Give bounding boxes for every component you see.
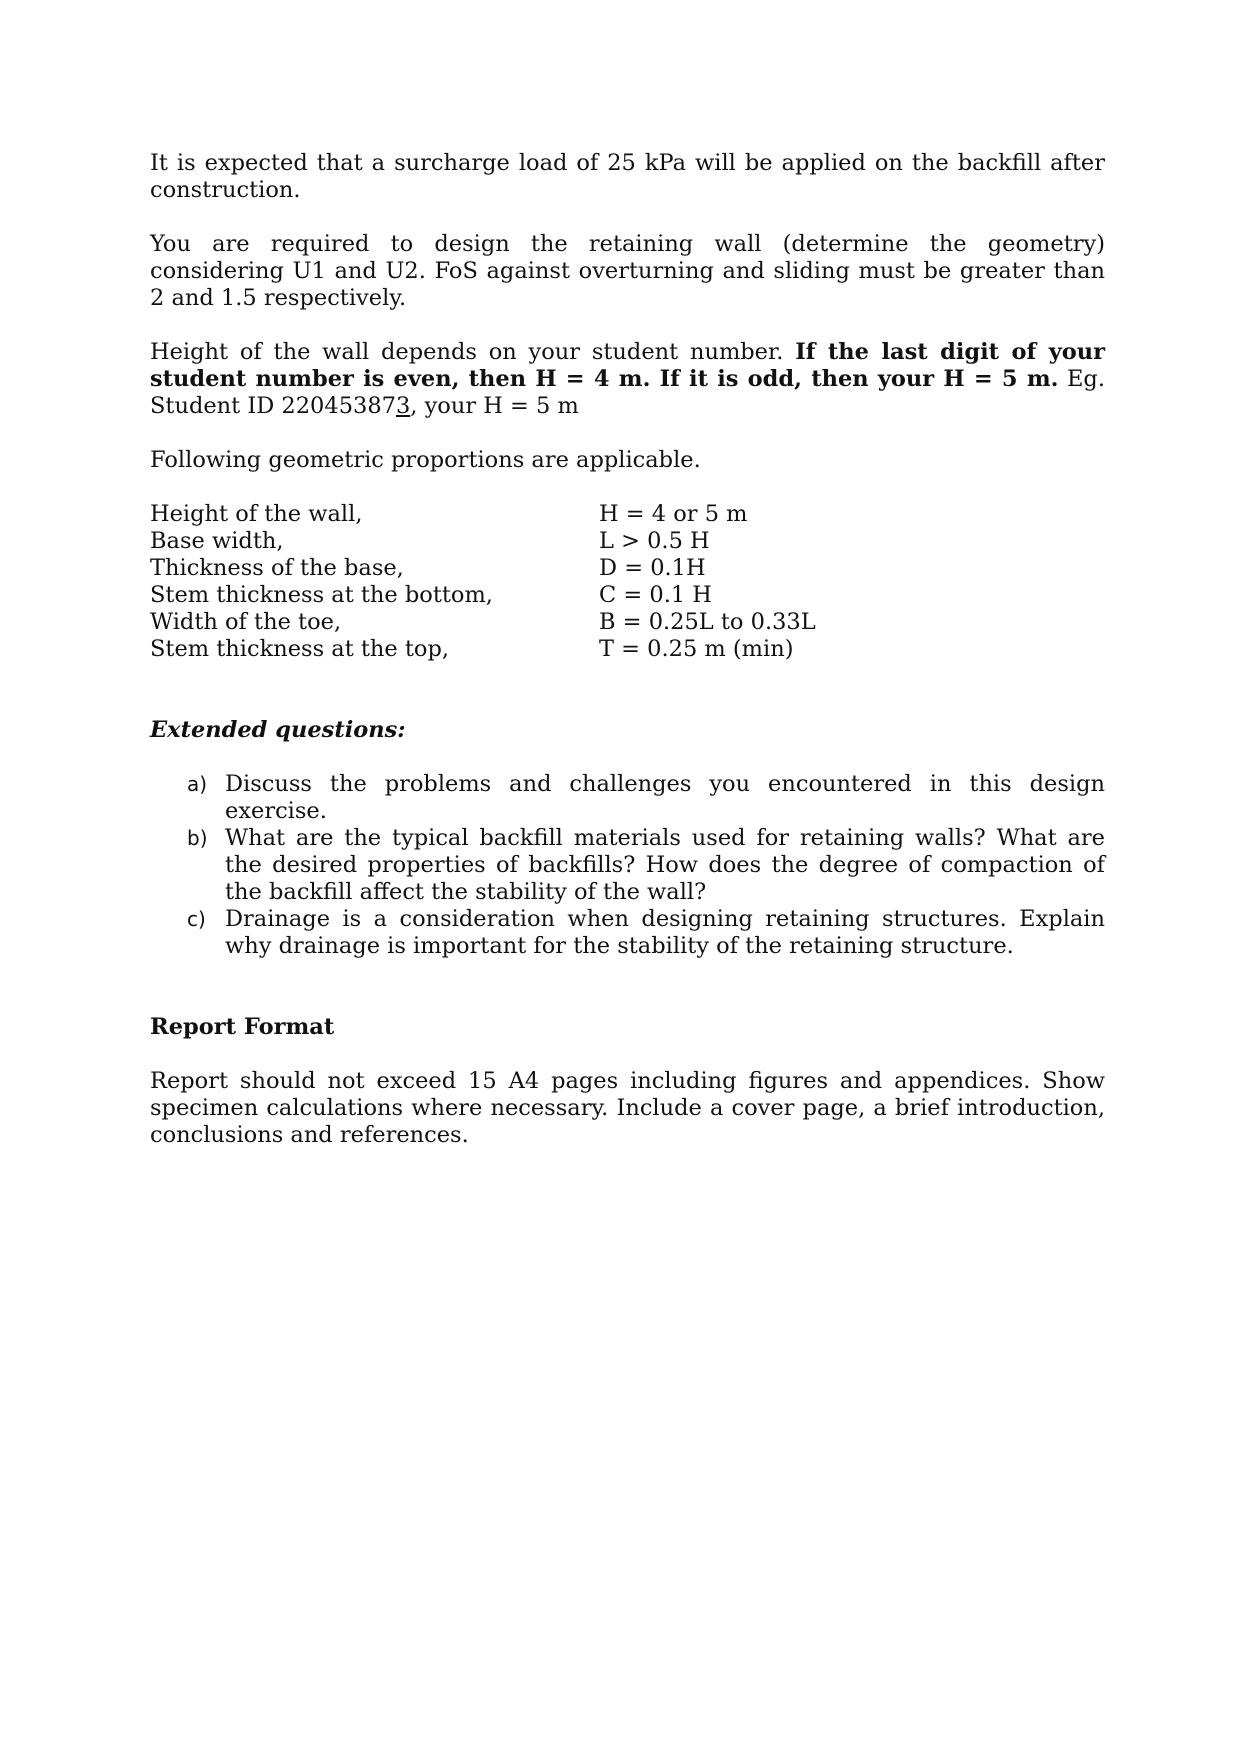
proportion-value: T = 0.25 m (min)	[599, 636, 794, 662]
question-letter: b)	[187, 826, 208, 850]
proportion-label: Height of the wall,	[150, 501, 363, 527]
proportion-value: H = 4 or 5 m	[599, 501, 748, 527]
question-item	[187, 771, 1105, 825]
report-format-heading: Report Format	[150, 1014, 335, 1040]
proportion-row	[150, 582, 1105, 609]
proportion-label: Stem thickness at the top,	[150, 636, 450, 662]
report-format-paragraph: Report should not exceed 15 A4 pages including figures and appendices. Show specimen calculations where necessary. Include a cover page, a brief introduction, conclusions and references.	[150, 1068, 1105, 1148]
page-content	[150, 150, 1105, 1149]
question-text: What are the typical backfill materials used for retaining walls? What are the desired properties of backfills? How does the degree of compaction of the backfill affect the stability of the wall?	[225, 825, 1105, 905]
height-example-prefix: Eg. Student ID 22045387	[150, 366, 1105, 419]
question-letter: a)	[187, 772, 208, 796]
question-text: Drainage is a consideration when designing retaining structures. Explain why drainage is important for the stability of the retaining structure.	[225, 906, 1105, 959]
extended-questions-list	[187, 771, 1105, 960]
proportion-value: B = 0.25L to 0.33L	[599, 609, 816, 635]
proportions-table	[150, 501, 1105, 663]
proportion-row	[150, 528, 1105, 555]
proportion-row	[150, 609, 1105, 636]
height-example-last-digit: 3	[395, 393, 411, 419]
height-example-suffix: , your H = 5 m	[410, 393, 579, 419]
proportion-label: Stem thickness at the bottom,	[150, 582, 493, 608]
extended-questions-heading: Extended questions:	[150, 717, 406, 743]
question-text: Discuss the problems and challenges you encountered in this design exercise.	[225, 771, 1105, 824]
design-requirement-paragraph: You are required to design the retaining wall (determine the geometry) considering U1 and U2. FoS against overturning and sliding must be greater than 2 and 1.5 respectively.	[150, 231, 1105, 311]
proportion-label: Width of the toe,	[150, 609, 342, 635]
height-rule-text: If the last digit of your student number is even, then H = 4 m. If it is odd, then your H = 5 m.	[150, 339, 1105, 392]
question-item	[187, 906, 1105, 960]
question-letter: c)	[187, 907, 206, 931]
proportion-value: C = 0.1 H	[599, 582, 712, 608]
proportion-value: D = 0.1H	[599, 555, 706, 581]
proportion-row	[150, 501, 1105, 528]
question-item	[187, 825, 1105, 906]
proportion-value: L > 0.5 H	[599, 528, 710, 554]
proportion-row	[150, 555, 1105, 582]
wall-height-paragraph	[150, 339, 1105, 420]
proportion-row	[150, 636, 1105, 663]
proportion-label: Base width,	[150, 528, 284, 554]
proportions-intro: Following geometric proportions are applicable.	[150, 447, 701, 473]
height-intro-text: Height of the wall depends on your student number.	[150, 339, 796, 365]
proportion-label: Thickness of the base,	[150, 555, 404, 581]
surcharge-paragraph: It is expected that a surcharge load of 25 kPa will be applied on the backfill after construction.	[150, 150, 1105, 203]
